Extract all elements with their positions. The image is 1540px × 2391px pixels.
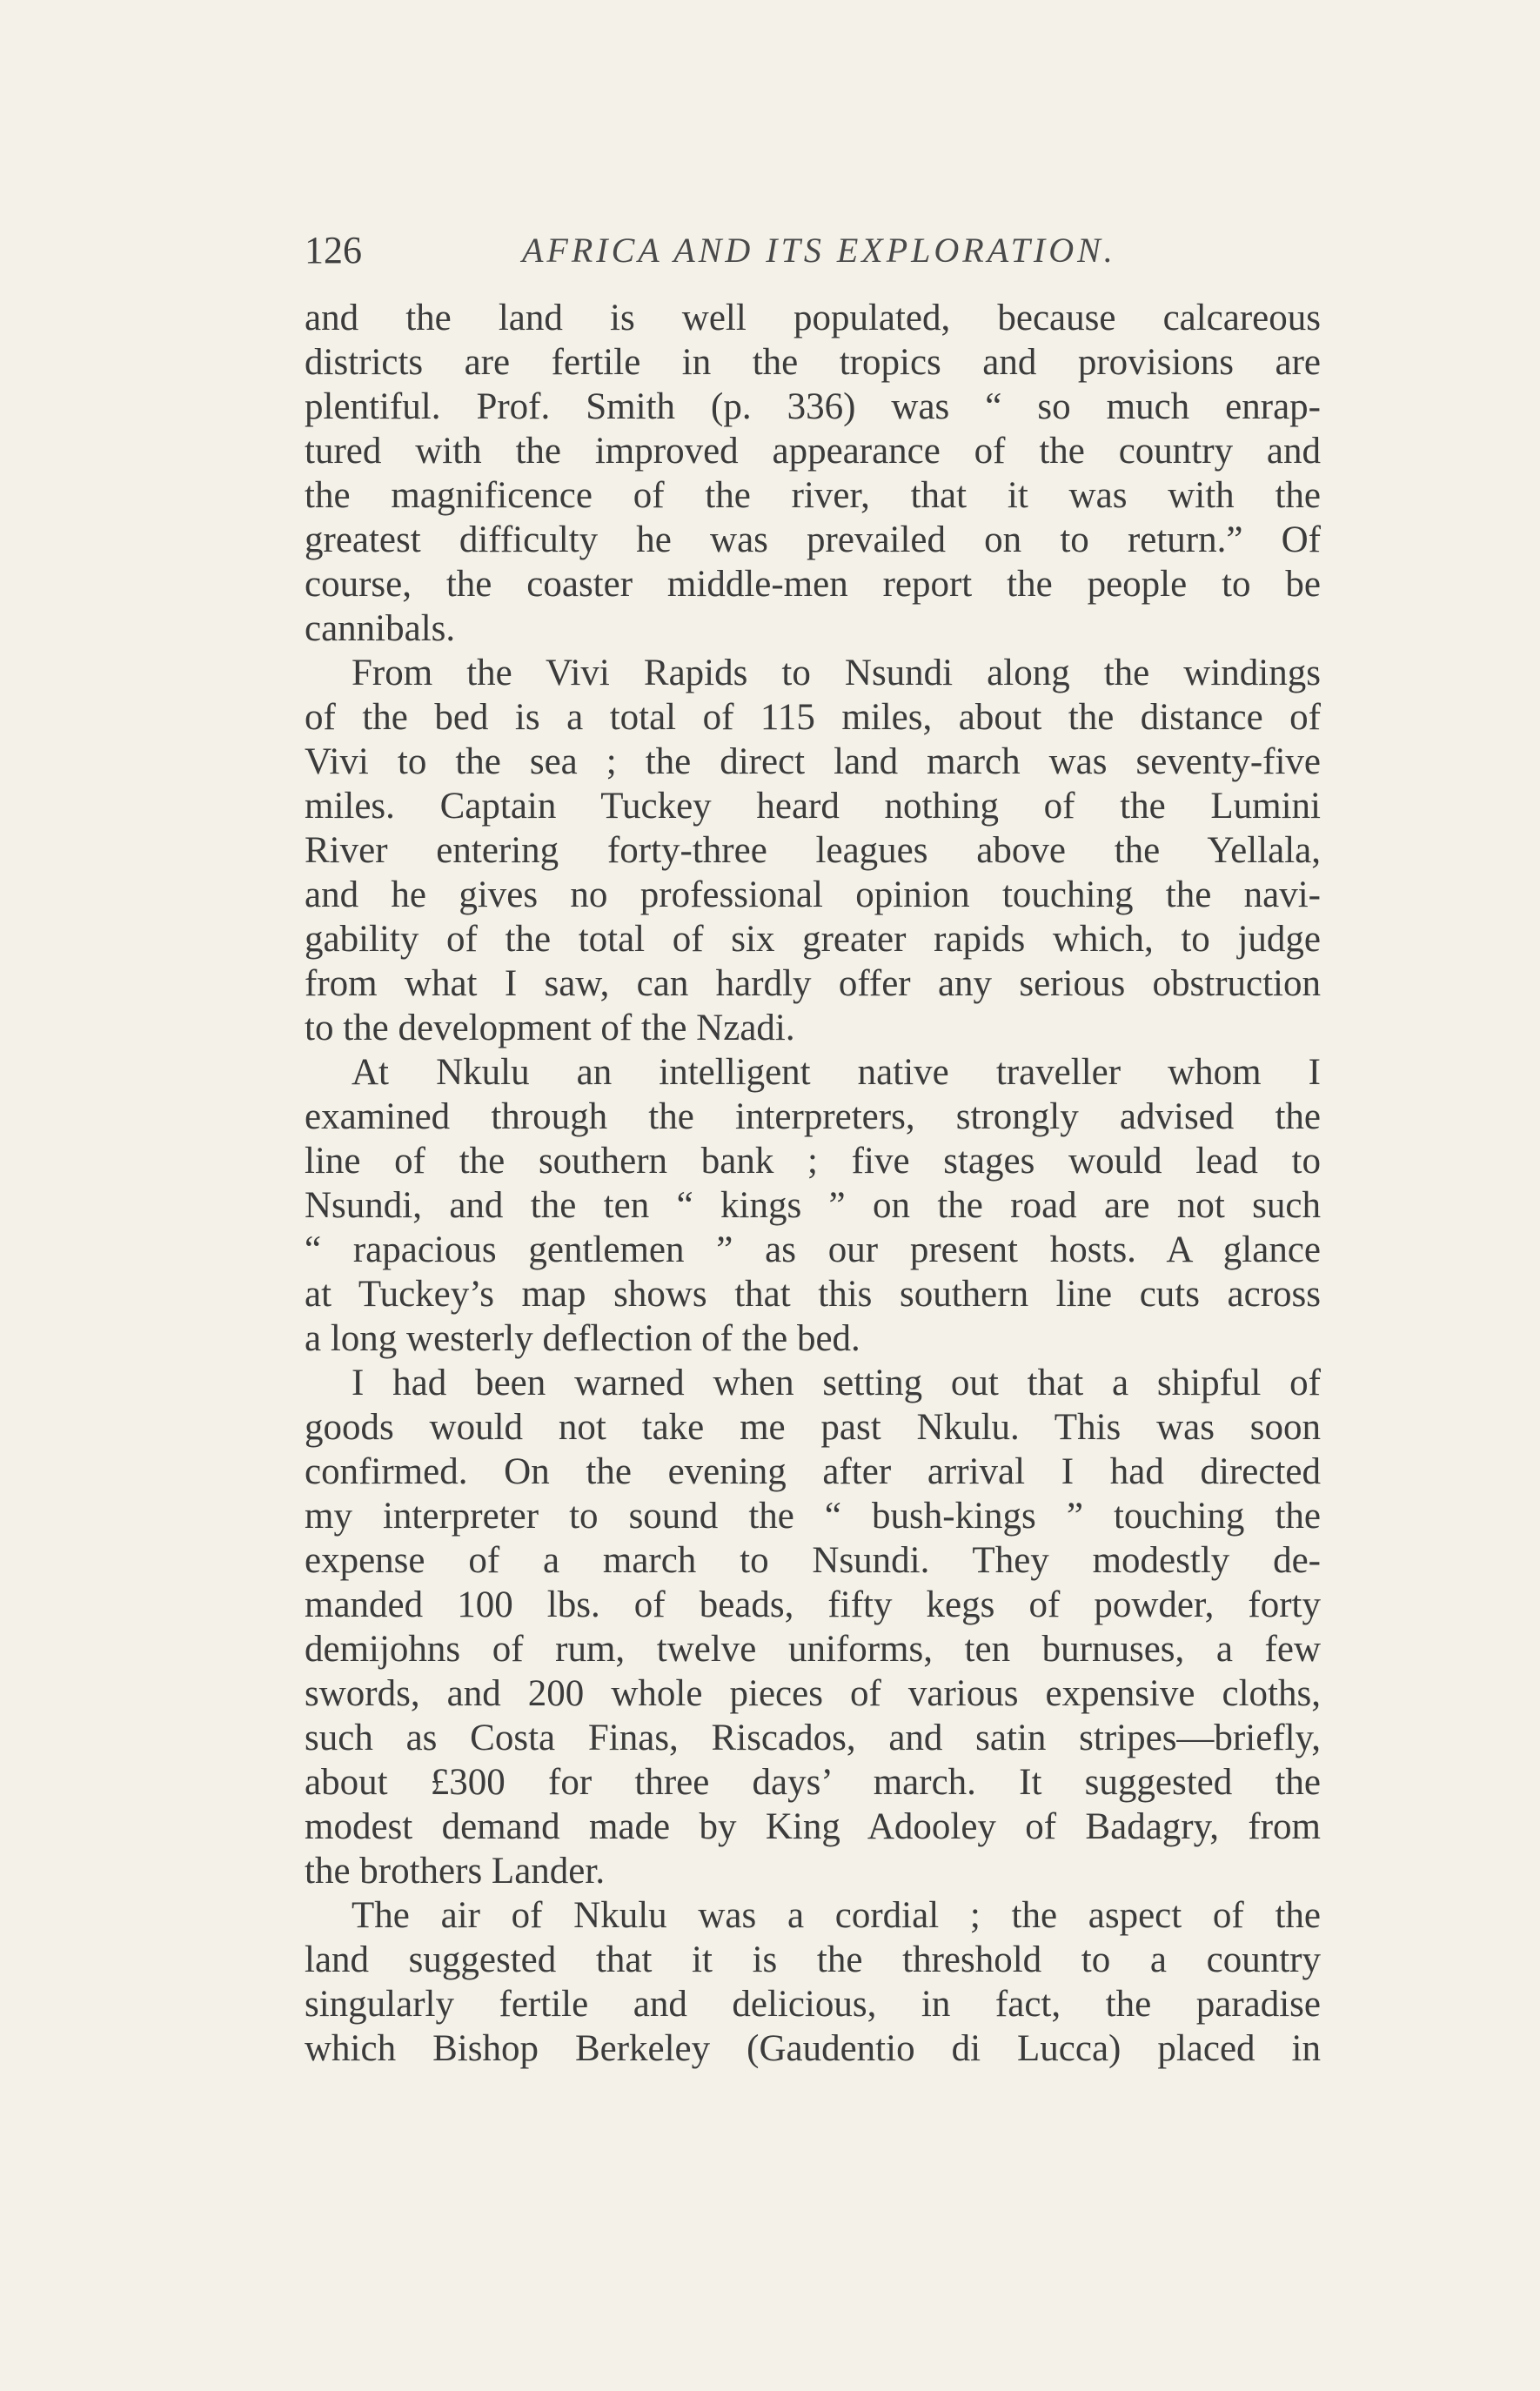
text-line: manded 100 lbs. of beads, fifty kegs of powder, forty [305, 1584, 1321, 1625]
text-line: land suggested that it is the threshold to a country [305, 1939, 1321, 1980]
text-line: line of the southern bank ; five stages would lead to [305, 1141, 1321, 1182]
text-line: the magnificence of the river, that it was with the [305, 475, 1321, 516]
text-line: I had been warned when setting out that a shipful of [352, 1363, 1321, 1403]
text-line: confirmed. On the evening after arrival I had directed [305, 1451, 1321, 1492]
text-line: such as Costa Finas, Riscados, and satin stripes—briefly, [305, 1718, 1321, 1758]
paragraph [305, 651, 1321, 1050]
paragraph [305, 1050, 1321, 1361]
page-header [305, 224, 1321, 277]
text-line: plentiful. Prof. Smith (p. 336) was “ so much enrap- [305, 386, 1321, 427]
text-line: the brothers Lander. [305, 1851, 606, 1892]
text-line: to the development of the Nzadi. [305, 1008, 795, 1048]
paragraph [305, 296, 1321, 651]
text-line: and he gives no professional opinion touching the navi- [305, 874, 1321, 915]
text-line: modest demand made by King Adooley of Badagry, from [305, 1806, 1321, 1847]
text-line: demijohns of rum, twelve uniforms, ten burnuses, a few [305, 1629, 1321, 1670]
text-line: At Nkulu an intelligent native traveller whom I [352, 1052, 1321, 1093]
text-line: at Tuckey’s map shows that this southern line cuts across [305, 1274, 1321, 1315]
body-text [305, 296, 1321, 2071]
text-line: a long westerly deflection of the bed. [305, 1318, 860, 1359]
paragraph [305, 1361, 1321, 1893]
text-line: singularly fertile and delicious, in fact, the paradise [305, 1984, 1321, 2025]
text-line: Vivi to the sea ; the direct land march was seventy-five [305, 741, 1321, 782]
text-line: miles. Captain Tuckey heard nothing of the Lumini [305, 786, 1321, 827]
text-line: cannibals. [305, 608, 456, 649]
page-number: 126 [305, 229, 362, 271]
text-line: expense of a march to Nsundi. They modestly de- [305, 1540, 1321, 1581]
text-line: tured with the improved appearance of the country and [305, 431, 1321, 472]
text-line: River entering forty-three leagues above the Yellala, [305, 830, 1321, 871]
text-line: of the bed is a total of 115 miles, about the distance of [305, 697, 1321, 738]
text-line: goods would not take me past Nkulu. This was soon [305, 1407, 1321, 1448]
text-line: Nsundi, and the ten “ kings ” on the road are not such [305, 1185, 1321, 1226]
text-line: The air of Nkulu was a cordial ; the aspect of the [352, 1895, 1321, 1936]
running-title: AFRICA AND ITS EXPLORATION. [522, 231, 1116, 270]
text-line: From the Vivi Rapids to Nsundi along the windings [352, 653, 1321, 693]
text-line: “ rapacious gentlemen ” as our present hosts. A glance [305, 1229, 1321, 1270]
text-line: gability of the total of six greater rapids which, to judge [305, 919, 1321, 960]
text-line: which Bishop Berkeley (Gaudentio di Lucca) placed in [305, 2028, 1321, 2069]
text-line: examined through the interpreters, strongly advised the [305, 1096, 1321, 1137]
paragraph [305, 1893, 1321, 2071]
text-line: districts are fertile in the tropics and provisions are [305, 342, 1321, 383]
text-line: about £300 for three days’ march. It suggested the [305, 1762, 1321, 1803]
text-line: my interpreter to sound the “ bush-kings ” touching the [305, 1496, 1321, 1537]
text-line: from what I saw, can hardly offer any serious obstruction [305, 963, 1321, 1004]
text-line: and the land is well populated, because calcareous [305, 298, 1321, 338]
text-line: course, the coaster middle-men report the people to be [305, 564, 1321, 605]
text-line: swords, and 200 whole pieces of various expensive cloths, [305, 1673, 1321, 1714]
text-line: greatest difficulty he was prevailed on to return.” Of [305, 519, 1321, 560]
